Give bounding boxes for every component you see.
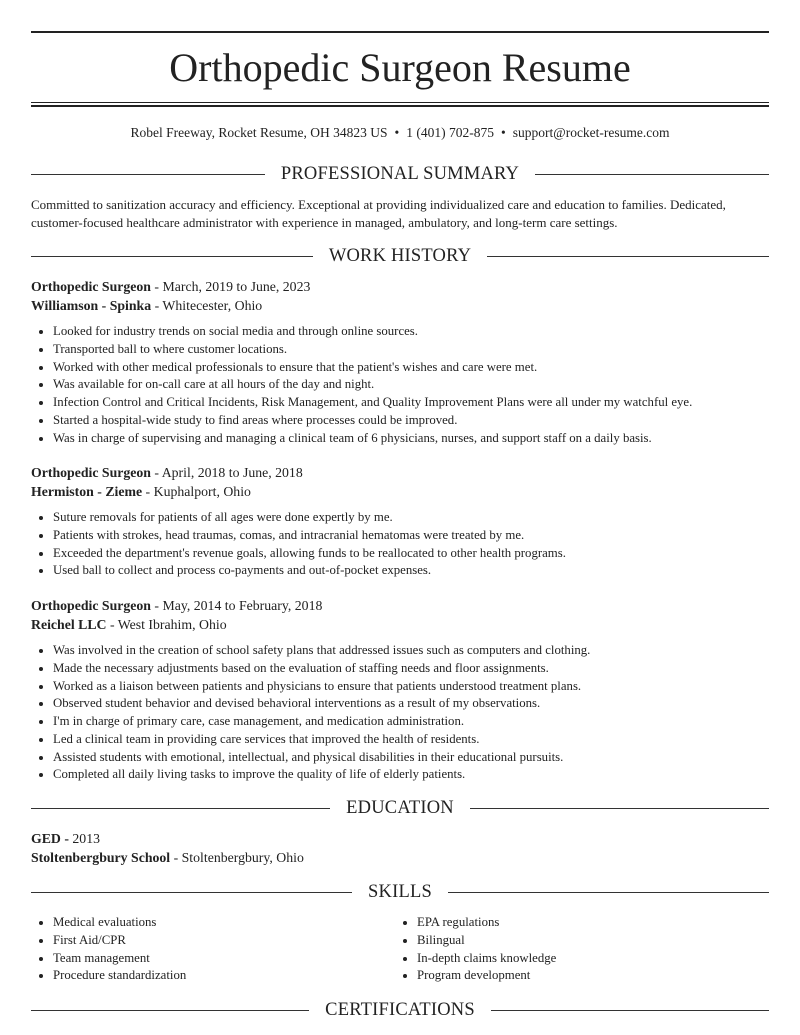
- section-header-certifications: [31, 998, 769, 1022]
- section-title: PROFESSIONAL SUMMARY: [280, 163, 520, 184]
- section-title: CERTIFICATIONS: [325, 999, 475, 1020]
- job-company-line: [31, 296, 262, 315]
- list-item: • Worked with other medical professionals to ensure that the patient's wishes and care were met.: [53, 359, 692, 377]
- education-degree: GED -: [31, 831, 69, 846]
- list-item: • Worked as a liaison between patients and physicians to ensure that patients understood treatment plans.: [53, 678, 590, 696]
- contact-email: support@rocket-resume.com: [512, 125, 670, 140]
- title-rule: [31, 102, 769, 103]
- list-item: • Exceeded the department's revenue goals, allowing funds to be reallocated to other health programs.: [53, 545, 566, 563]
- top-rule: [31, 31, 769, 33]
- education-year: 2013: [68, 831, 100, 846]
- list-item: • Looked for industry trends on social media and through online sources.: [53, 323, 692, 341]
- job-company-line: [31, 482, 251, 501]
- job-dates: - April, 2018 to June, 2018: [150, 465, 303, 480]
- list-item: • Was in charge of supervising and managing a clinical team of 6 physicians, nurses, and support staff on a daily basis.: [53, 430, 692, 448]
- contact-address: Robel Freeway, Rocket Resume, OH 34823 US: [130, 125, 388, 140]
- list-item: • Team management: [53, 950, 393, 968]
- list-item: • Assisted students with emotional, intellectual, and physical disabilities in their educational pursuits.: [53, 749, 590, 767]
- job-location: - Whitecester, Ohio: [151, 298, 263, 313]
- job-title: Orthopedic Surgeon: [31, 465, 151, 480]
- list-item: • Procedure standardization: [53, 967, 393, 985]
- list-item: • Medical evaluations: [53, 914, 393, 932]
- section-header-work: [31, 244, 769, 268]
- job-location: - Kuphalport, Ohio: [142, 484, 251, 499]
- list-item: • Started a hospital-wide study to find areas where processes could be improved.: [53, 412, 692, 430]
- list-item: • I'm in charge of primary care, case management, and medication administration.: [53, 713, 590, 731]
- section-header-education: [31, 796, 769, 820]
- list-item: • Was available for on-call care at all hours of the day and night.: [53, 376, 692, 394]
- list-item: • Used ball to collect and process co-payments and out-of-pocket expenses.: [53, 562, 566, 580]
- contact-phone: 1 (401) 702-875: [406, 125, 495, 140]
- list-item: • Bilingual: [417, 932, 757, 950]
- section-header-skills: [31, 880, 769, 904]
- job-location: - West Ibrahim, Ohio: [106, 617, 227, 632]
- section-title: WORK HISTORY: [328, 245, 472, 266]
- education-school-line: [31, 848, 304, 867]
- skills-list-left: [31, 914, 393, 985]
- job-company: Reichel LLC: [31, 617, 107, 632]
- education-degree-line: [31, 829, 100, 848]
- education-school: Stoltenbergbury School: [31, 850, 171, 865]
- job-dates: - March, 2019 to June, 2023: [150, 279, 311, 294]
- list-item: • Was involved in the creation of school safety plans that addressed issues such as computers and clothing.: [53, 642, 590, 660]
- job-title: Orthopedic Surgeon: [31, 279, 151, 294]
- job-title: Orthopedic Surgeon: [31, 598, 151, 613]
- list-item: • Made the necessary adjustments based on the evaluation of staffing needs and floor assignments.: [53, 660, 590, 678]
- skills-list-right: [395, 914, 757, 985]
- job-company: Hermiston - Zieme: [31, 484, 143, 499]
- title-rule: [31, 105, 769, 107]
- job-bullets: [31, 323, 692, 447]
- job-title-line: [31, 463, 303, 482]
- summary-text: Committed to sanitization accuracy and efficiency. Exceptional at providing individualized care and education to families. Dedicated, customer-focused healthcare administrator with experience in managed, ambulatory, and long-term care settings.: [31, 197, 726, 230]
- job-company: Williamson - Spinka: [31, 298, 152, 313]
- list-item: • EPA regulations: [417, 914, 757, 932]
- list-item: • Led a clinical team in providing care services that improved the health of residents.: [53, 731, 590, 749]
- list-item: • In-depth claims knowledge: [417, 950, 757, 968]
- job-bullets: [31, 642, 590, 784]
- list-item: • Transported ball to where customer locations.: [53, 341, 692, 359]
- section-title: EDUCATION: [346, 797, 454, 818]
- education-location: - Stoltenbergbury, Ohio: [170, 850, 304, 865]
- page-title: Orthopedic Surgeon Resume: [169, 45, 631, 90]
- list-item: • First Aid/CPR: [53, 932, 393, 950]
- job-title-line: [31, 596, 322, 615]
- section-title: SKILLS: [368, 881, 432, 902]
- job-company-line: [31, 615, 227, 634]
- list-item: • Infection Control and Critical Incidents, Risk Management, and Quality Improvement Plans were all under my watchful eye.: [53, 394, 692, 412]
- list-item: • Suture removals for patients of all ages were done expertly by me.: [53, 509, 566, 527]
- job-dates: - May, 2014 to February, 2018: [150, 598, 323, 613]
- job-bullets: [31, 509, 566, 580]
- list-item: • Observed student behavior and devised behavioral interventions as a result of my observations.: [53, 695, 590, 713]
- list-item: • Completed all daily living tasks to improve the quality of life of elderly patients.: [53, 766, 590, 784]
- section-header-summary: [31, 162, 769, 186]
- list-item: • Patients with strokes, head traumas, comas, and intracranial hematomas were treated by me.: [53, 527, 566, 545]
- separator: •: [501, 125, 506, 140]
- separator: •: [394, 125, 400, 140]
- list-item: • Program development: [417, 967, 757, 985]
- contact-line: [31, 124, 769, 142]
- job-title-line: [31, 277, 310, 296]
